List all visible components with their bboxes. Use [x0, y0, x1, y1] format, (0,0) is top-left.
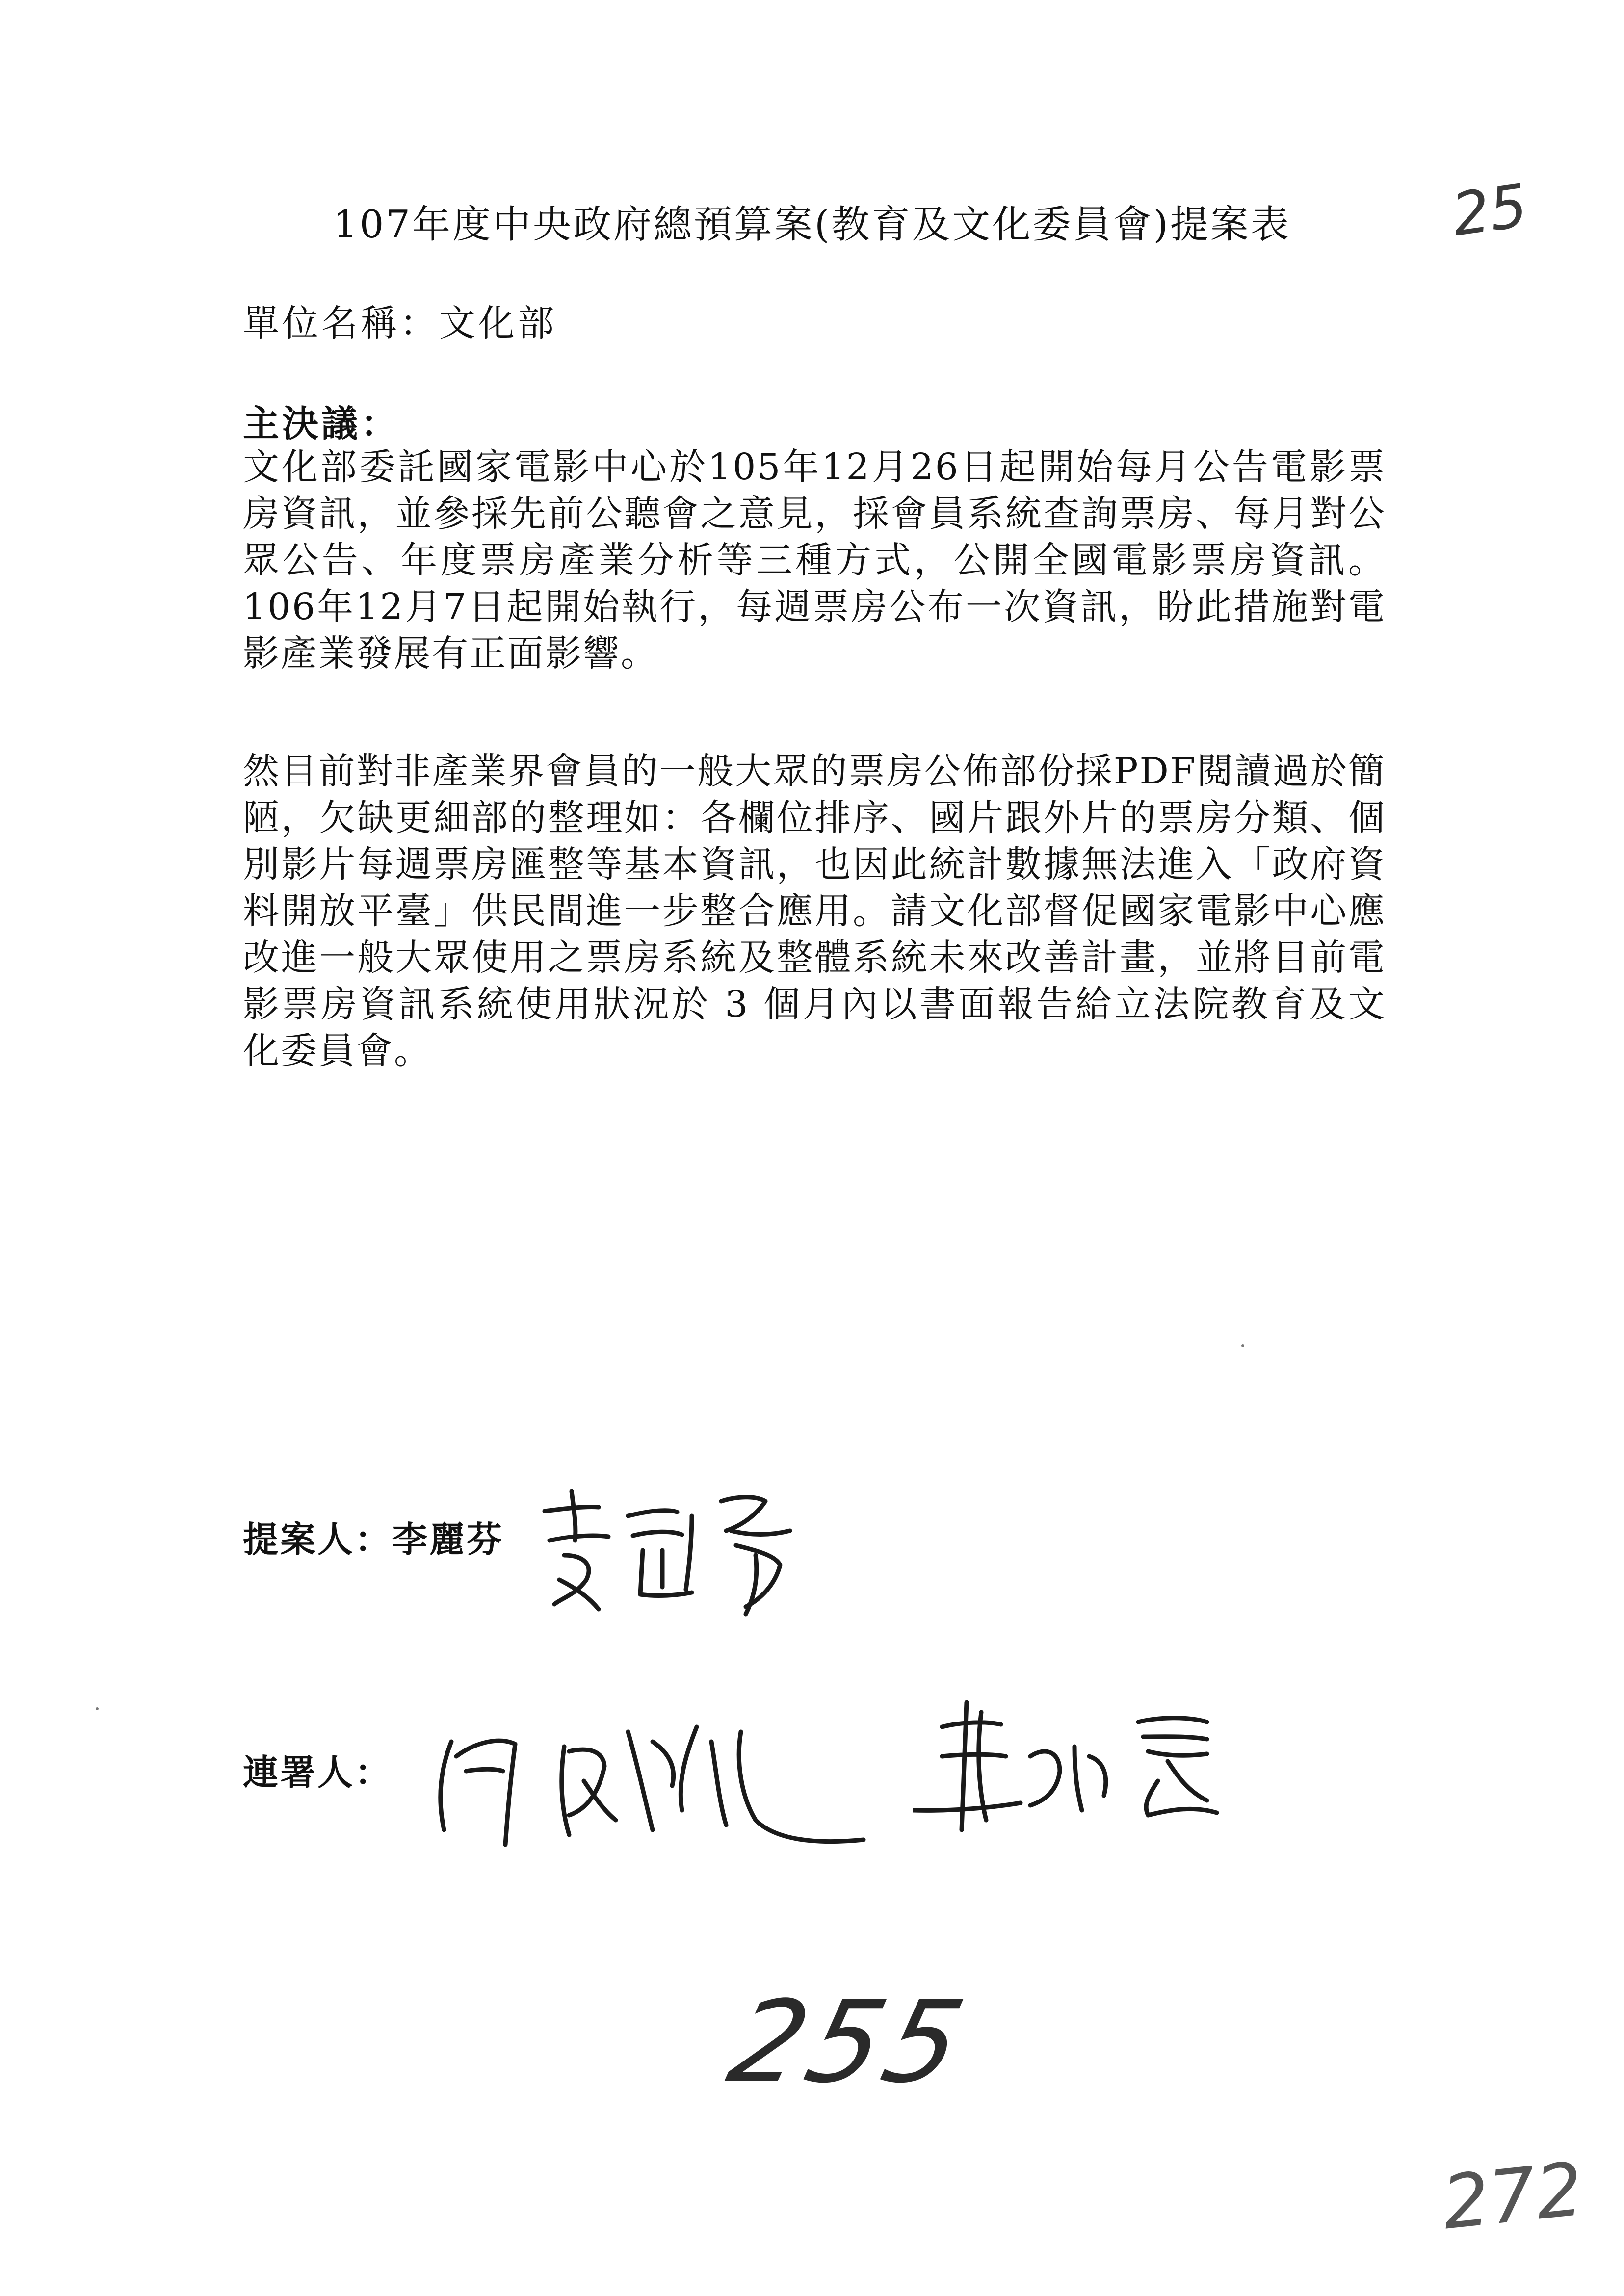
cosigner-signature-1 [422, 1683, 913, 1879]
scan-speck [96, 1707, 99, 1710]
resolution-heading: 主決議： [243, 403, 400, 445]
cosigner-label: 連署人： [243, 1752, 393, 1793]
proposer-label: 提案人：李麗芬 [243, 1519, 504, 1560]
resolution-paragraph-2: 然目前對非產業界會員的一般大眾的票房公佈部份採PDF閱讀過於簡陋，欠缺更細部的整理如：各欄位排序、國片跟外片的票房分類、個別影片每週票房匯整等基本資訊，也因此統計數據無法進入「政府資料開放平臺」供民間進一步整合應用。請文化部督促國家電影中心應改進一般大眾使用之票房系統及整體系統未來改善計畫，並將目前電影票房資訊系統使用狀況於 3 個月內以書面報告給立法院教育及文化委員會。 [243, 750, 1386, 1072]
unit-name: 單位名稱：文化部 [243, 302, 557, 344]
scan-speck [1241, 1344, 1244, 1347]
resolution-paragraph-1: 文化部委託國家電影中心於105年12月26日起開始每月公告電影票房資訊，並參採先前公聽會之意見，採會員系統查詢票房、每月對公眾公告、年度票房產業分析等三種方式，公開全國電影票房資訊。106年12月7日起開始執行，每週票房公布一次資訊，盼此措施對電影產業發展有正面影響。 [243, 446, 1386, 675]
cosigner-signature-2 [913, 1683, 1285, 1859]
proposer-signature [530, 1482, 805, 1629]
page-number: 255 [717, 1977, 980, 2108]
document-title: 107年度中央政府總預算案(教育及文化委員會)提案表 [333, 203, 1291, 247]
handwritten-page-mark-bottom: 272 [1438, 2146, 1587, 2246]
handwritten-page-mark-top: 25 [1448, 172, 1532, 250]
